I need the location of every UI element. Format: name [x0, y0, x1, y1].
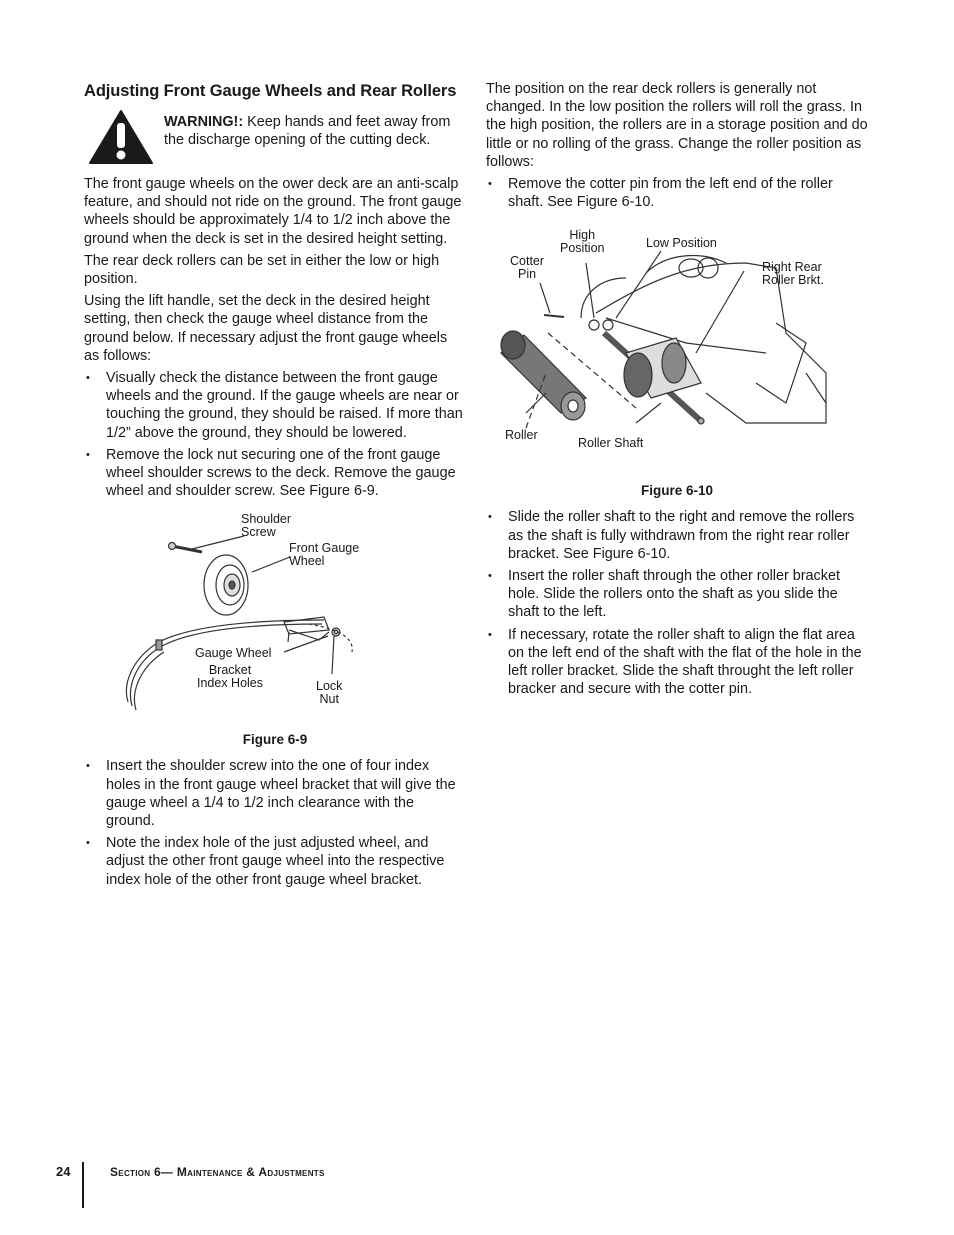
label-gauge-wheel: Gauge Wheel: [195, 646, 272, 661]
bullet-list: [486, 508, 868, 698]
list-item: • Slide the roller shaft to the right and remove the rollers as the shaft is fully withdrawn from the right rear roller bracket. See Figure 6-10.: [486, 508, 868, 563]
warning-block: [84, 109, 466, 165]
label-low-position: Low Position: [646, 236, 717, 251]
right-column: [486, 80, 868, 702]
paragraph: The position on the rear deck rollers is generally not changed. In the low position the rollers will roll the grass. In the high position, the rollers are in a storage position and do little or no rolling of the grass. Change the roller position as follows:: [486, 81, 868, 170]
label-front-gauge-wheel: Front Gauge Wheel: [289, 541, 360, 569]
label-shoulder-screw: Shoulder Screw: [241, 512, 292, 540]
label-bracket-index-holes: Bracket Index Holes: [197, 663, 264, 691]
figure-6-9: [84, 512, 466, 724]
page-number: 24: [56, 1164, 71, 1179]
label-high-position: High Position: [560, 228, 605, 256]
label-roller: Roller: [505, 428, 538, 443]
label-roller-shaft: Roller Shaft: [578, 436, 644, 451]
bullet-list: [84, 757, 466, 888]
bullet-list: [84, 369, 466, 500]
figure-6-10: [486, 223, 868, 455]
label-right-rear-roller-bracket: Right Rear Roller Brkt.: [762, 260, 824, 288]
list-item: • Note the index hole of the just adjusted wheel, and adjust the other front gauge wheel into the respective index hole of the other front gauge wheel bracket.: [84, 834, 466, 889]
paragraph: The front gauge wheels on the ower deck are an anti-scalp feature, and should not ride on the ground. The front gauge wheels should be approximately 1/4 to 1/2 inch above the ground when the deck is set in the desired height setting.: [84, 176, 462, 247]
paragraph: Using the lift handle, set the deck in the desired height setting, then check the gauge wheel distance from the ground below. If necessary adjust the front gauge wheels as follows:: [84, 293, 448, 364]
list-item: • Insert the roller shaft through the other roller bracket hole. Slide the rollers onto the shaft as you slide the shaft to the left.: [486, 567, 868, 622]
bullet-list: [486, 175, 868, 211]
warning-label: WARNING!:: [164, 114, 244, 130]
footer-section-title: Section 6— Maintenance & Adjustments: [110, 1165, 325, 1179]
paragraph: The rear deck rollers can be set in either the low or high position.: [84, 252, 440, 288]
figure-caption: Figure 6-10: [640, 483, 714, 499]
list-item: • Remove the lock nut securing one of the front gauge wheel shoulder screws to the deck. Remove the gauge wheel and shoulder screw. See Figure 6-9.: [84, 446, 466, 501]
label-lock-nut: Lock Nut: [316, 679, 343, 707]
figure-caption: Figure 6-9: [242, 732, 308, 748]
page-footer: [56, 1162, 325, 1208]
left-column: [84, 80, 466, 893]
section-heading: Adjusting Front Gauge Wheels and Rear Rollers: [84, 82, 457, 100]
warning-triangle-icon: [88, 109, 154, 165]
warning-message: Keep hands and feet away from the discharge opening of the cutting deck.: [164, 114, 451, 149]
footer-divider: [82, 1162, 84, 1208]
label-cotter-pin: Cotter Pin: [510, 254, 545, 282]
list-item: • Remove the cotter pin from the left end of the roller shaft. See Figure 6-10.: [486, 175, 868, 211]
list-item: • If necessary, rotate the roller shaft to align the flat area on the left end of the shaft with the flat of the hole in the left roller bracket. Slide the shaft throught the left roller bracker and secure with the cotter pin.: [486, 626, 868, 699]
list-item: • Insert the shoulder screw into the one of four index holes in the front gauge wheel bracket that will give the gauge wheel a 1/4 to 1/2 inch clearance with the ground.: [84, 757, 466, 830]
warning-text: [164, 113, 466, 149]
gauge-wheel-illustration: [84, 512, 466, 724]
list-item: • Visually check the distance between the front gauge wheels and the ground. If the gauge wheels are near or touching the ground, they should be raised. If more than 1/2” above the ground, they should be lowered.: [84, 369, 466, 442]
